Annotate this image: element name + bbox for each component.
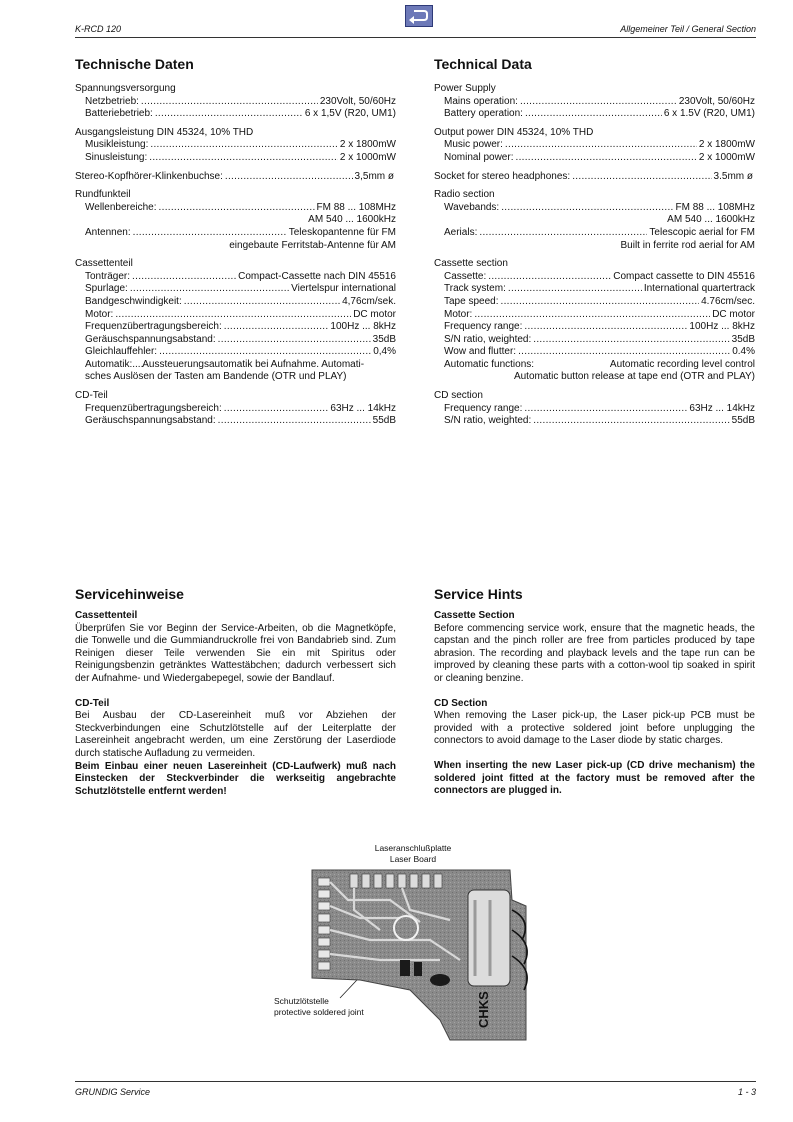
spec-row: Frequenzübertragungsbereich: ..... 100Hz ... 8kHz bbox=[75, 321, 396, 334]
service-hints-en bbox=[434, 586, 755, 798]
spec-row: Aerials: ..... Telescopic aerial for FM bbox=[434, 227, 755, 240]
spec-row: Socket for stereo headphones: ..... 3.5mm ø bbox=[434, 171, 755, 184]
spec-row: Automatik: .... Aussteuerungsautomatik bei Aufnahme. Automati- bbox=[85, 358, 365, 370]
radio-heading-de: Rundfunkteil bbox=[75, 189, 131, 201]
header-rule bbox=[75, 37, 756, 38]
spec-row: Mains operation: ..... 230Volt, 50/60Hz bbox=[434, 96, 755, 109]
cassette-group-en bbox=[434, 258, 755, 384]
spec-value-cont: sches Auslösen der Tasten am Bandende (OTR und PLAY) bbox=[85, 371, 347, 383]
svc-cassette-heading-de: Cassettenteil bbox=[75, 610, 138, 621]
spec-row: Motor: ..... DC motor bbox=[434, 309, 755, 322]
spec-row: Frequency range: ..... 100Hz ... 8kHz bbox=[434, 321, 755, 334]
cd-group-en bbox=[434, 390, 755, 428]
service-title-en: Service Hints bbox=[434, 586, 523, 602]
cassette-group-de bbox=[75, 258, 396, 384]
spec-value-cont: Built in ferrite rod aerial for AM bbox=[620, 239, 755, 251]
cd-heading-de: CD-Teil bbox=[75, 390, 108, 402]
svc-cd-text-en: When removing the Laser pick-up, the Laser pick-up PCB must be provided with a protective soldered joint before unplugging the connectors to avoid damage to the Laser diode by static charges. bbox=[434, 710, 755, 747]
power-group-de bbox=[75, 83, 396, 121]
headphones-group-en bbox=[434, 171, 755, 184]
cassette-heading-en: Cassette section bbox=[434, 258, 508, 270]
technical-data-en bbox=[434, 56, 755, 434]
spec-row: Automatic functions: Automatic recording level control bbox=[444, 358, 755, 370]
spec-value-cont: eingebaute Ferritstab-Antenne für AM bbox=[229, 239, 396, 251]
spec-row: Frequenzübertragungsbereich: ..... 63Hz ... 14kHz bbox=[75, 403, 396, 416]
output-heading-en: Output power DIN 45324, 10% THD bbox=[434, 126, 594, 138]
spec-row: Spurlage: ..... Viertelspur international bbox=[75, 283, 396, 296]
svc-cd-text-de: Bei Ausbau der CD-Lasereinheit muß vor Abziehen der Steckverbindungen eine Schutzlötstelle auf der Leiterplatte der Lasereinheit angebracht werden, um eine Zerstörung der Laserdiode durch statische Aufladung zu vermeiden. bbox=[75, 710, 396, 759]
spec-row: Sinusleistung: ..... 2 x 1000mW bbox=[75, 152, 396, 165]
figure-caption: Laseranschlußplatte Laser Board bbox=[374, 843, 452, 864]
spec-row: Nominal power: ..... 2 x 1000mW bbox=[434, 152, 755, 165]
spec-row: Stereo-Kopfhörer-Klinkenbuchse: ..... 3,5mm ø bbox=[75, 171, 396, 184]
header-section: Allgemeiner Teil / General Section bbox=[620, 24, 756, 34]
power-heading-en: Power Supply bbox=[434, 83, 496, 94]
spec-row: Batteriebetrieb: ..... 6 x 1,5V (R20, UM1) bbox=[75, 108, 396, 121]
radio-group-en bbox=[434, 189, 755, 252]
svc-cd-heading-de: CD-Teil bbox=[75, 697, 110, 709]
cd-heading-en: CD section bbox=[434, 390, 483, 402]
board-marking: CHKS bbox=[476, 991, 491, 1028]
spec-row: Wavebands: ..... FM 88 ... 108MHz bbox=[434, 202, 755, 215]
back-button[interactable] bbox=[405, 5, 433, 27]
spec-row: Battery operation: ..... 6 x 1.5V (R20, UM1) bbox=[434, 108, 755, 121]
spec-row: Netzbetrieb: ..... 230Volt, 50/60Hz bbox=[75, 96, 396, 109]
title-en: Technical Data bbox=[434, 56, 532, 72]
output-group-en bbox=[434, 127, 755, 165]
spec-row: Bandgeschwindigkeit: ..... 4,76cm/sek. bbox=[75, 296, 396, 309]
spec-row: Cassette: ..... Compact cassette to DIN 45516 bbox=[434, 271, 755, 284]
spec-row: Geräuschspannungsabstand: ..... 55dB bbox=[75, 415, 396, 428]
cassette-heading-de: Cassettenteil bbox=[75, 258, 133, 270]
spec-row: Track system: ..... International quartertrack bbox=[434, 283, 755, 296]
spec-row: Motor: ..... DC motor bbox=[75, 309, 396, 322]
spec-row: Tape speed: ..... 4.76cm/sec. bbox=[434, 296, 755, 309]
header-model: K-RCD 120 bbox=[75, 24, 122, 34]
spec-row: Antennen: ..... Teleskopantenne für FM bbox=[75, 227, 396, 240]
spec-row: Wow and flutter: ..... 0.4% bbox=[434, 346, 755, 359]
spec-value-cont: AM 540 ... 1600kHz bbox=[308, 214, 396, 226]
svc-cassette-text-en: Before commencing service work, ensure that the magnetic heads, the capstan and the pinch roller are free from particles produced by tape abrasion. The recording and playback levels and the tape run can be improved by cleaning these parts with a cotton-wool tip soaked in spirit or cleaning benzine. bbox=[434, 622, 755, 684]
service-title-de: Servicehinweise bbox=[75, 586, 184, 602]
spec-row: Tonträger: ..... Compact-Cassette nach DIN 45516 bbox=[75, 271, 396, 284]
footer-page: 1 - 3 bbox=[737, 1087, 756, 1097]
radio-heading-en: Radio section bbox=[434, 189, 495, 201]
spec-row: Frequency range: ..... 63Hz ... 14kHz bbox=[434, 403, 755, 416]
back-arrow-icon bbox=[406, 6, 432, 26]
spec-value-cont: Automatic button release at tape end (OTR and PLAY) bbox=[513, 371, 755, 383]
spec-row: Music power: ..... 2 x 1800mW bbox=[434, 139, 755, 152]
laser-board-photo bbox=[300, 860, 540, 1050]
power-group-en bbox=[434, 83, 755, 121]
spec-row: Gleichlauffehler: ..... 0,4% bbox=[75, 346, 396, 359]
svc-cd-heading-en: CD Section bbox=[434, 697, 488, 709]
footer-rule bbox=[75, 1081, 756, 1082]
spec-row: Geräuschspannungsabstand: ..... 35dB bbox=[75, 334, 396, 347]
power-heading-de: Spannungsversorgung bbox=[75, 83, 176, 94]
spec-value-cont: AM 540 ... 1600kHz bbox=[667, 214, 755, 226]
radio-group-de bbox=[75, 189, 396, 252]
output-heading-de: Ausgangsleistung DIN 45324, 10% THD bbox=[75, 126, 254, 138]
svc-cd-bold-en: When inserting the new Laser pick-up (CD drive mechanism) the soldered joint fitted at the factory must be removed after the connectors are plugged in. bbox=[434, 759, 755, 797]
svc-cassette-text-de: Überprüfen Sie vor Beginn der Service-Arbeiten, ob die Magnetköpfe, die Tonwelle und die Gummiandruckrolle frei von Bandabrieb sind. Zum Reinigen dieser Teile verwenden Sie ein mit Spiritus oder Reinigungsbenzin getränktes Wattestäbchen; dadurch verbessert sich der Aufnahme- und Wiedergabepegel, sowie der Bandlauf. bbox=[75, 622, 396, 684]
svc-cd-bold-de: Beim Einbau einer neuen Lasereinheit (CD-Laufwerk) muß nach Einstecken der Steckverbinder die werkseitig angebrachte Schutzlötstelle entfernt werden! bbox=[75, 760, 396, 797]
spec-row: Musikleistung: ..... 2 x 1800mW bbox=[75, 139, 396, 152]
headphones-group-de bbox=[75, 171, 396, 184]
technical-data-de bbox=[75, 56, 396, 434]
output-group-de bbox=[75, 127, 396, 165]
joint-caption: Schutzlötstelle protective soldered joint bbox=[274, 996, 364, 1017]
footer-brand: GRUNDIG Service bbox=[75, 1087, 151, 1097]
spec-row: Wellenbereiche: ..... FM 88 ... 108MHz bbox=[75, 202, 396, 215]
svc-cassette-heading-en: Cassette Section bbox=[434, 610, 515, 621]
title-de: Technische Daten bbox=[75, 56, 194, 72]
spec-row: S/N ratio, weighted: ..... 35dB bbox=[434, 334, 755, 347]
spec-row: S/N ratio, weighted: ..... 55dB bbox=[434, 415, 755, 428]
service-hints-de bbox=[75, 586, 396, 798]
cd-group-de bbox=[75, 390, 396, 428]
